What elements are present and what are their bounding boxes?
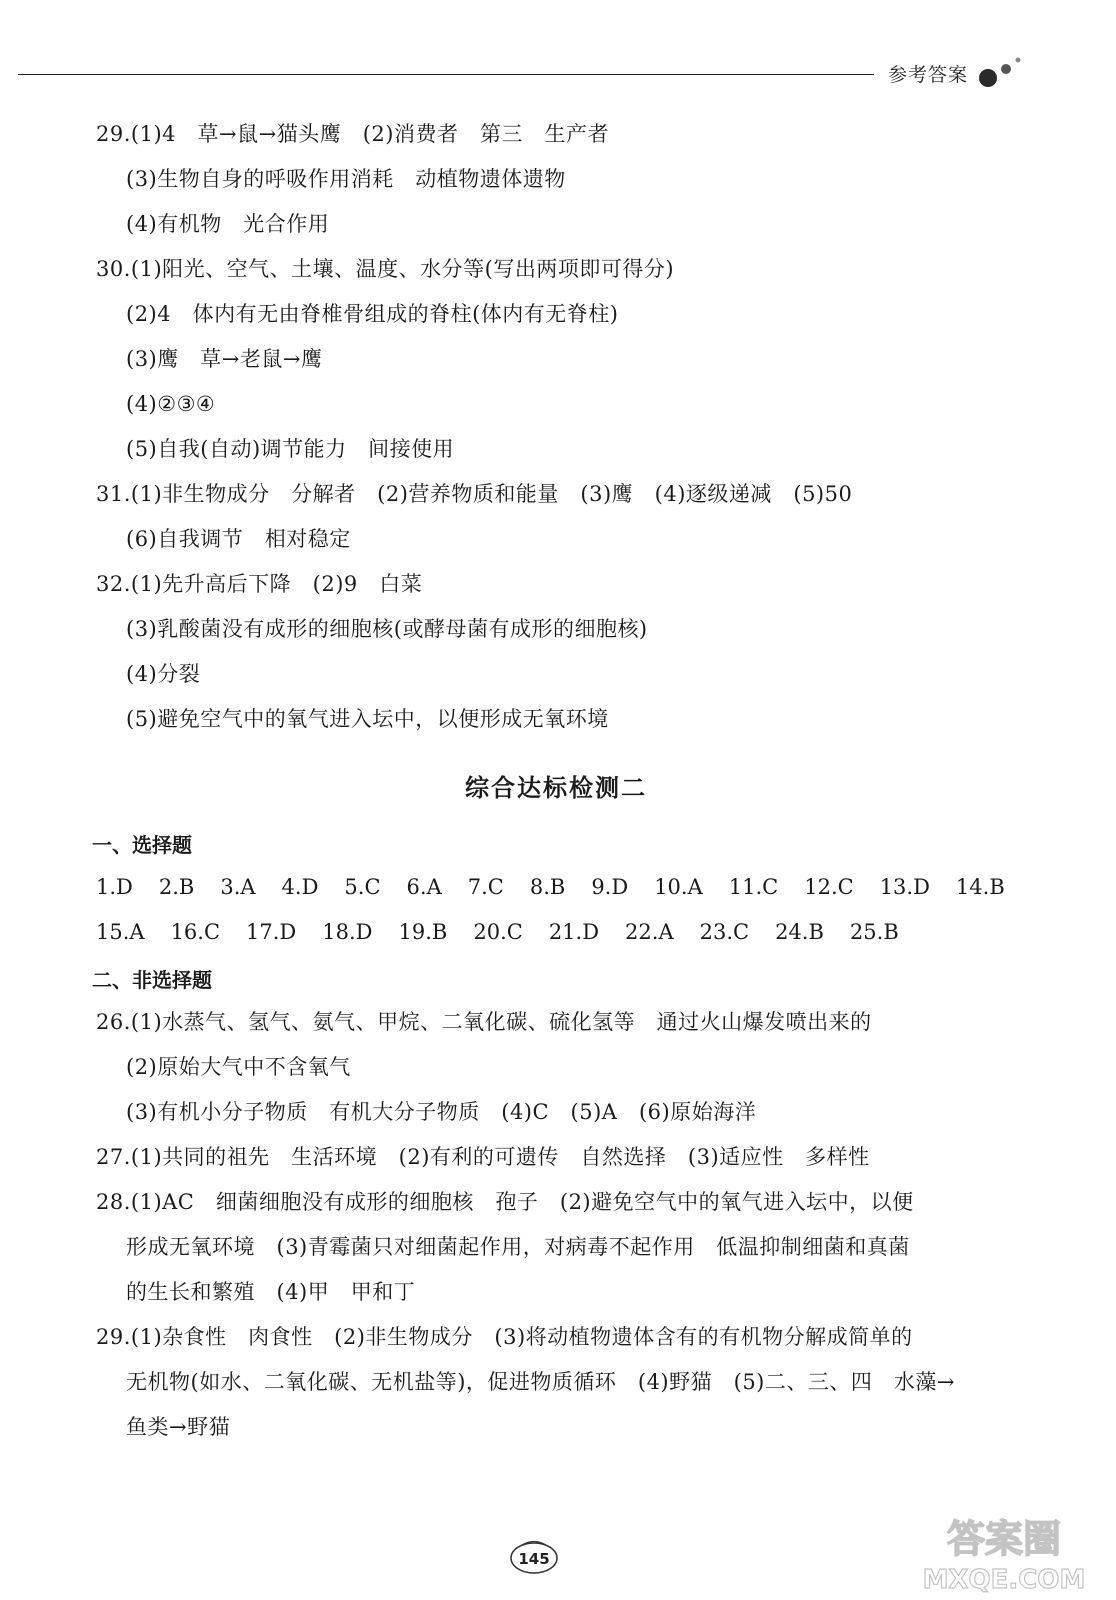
answer-line: (3)乳酸菌没有成形的细胞核(或酵母菌有成形的细胞核) <box>126 617 648 641</box>
choice-answer: 17.D <box>246 920 297 944</box>
answer-line: 26.(1)水蒸气、氢气、氨气、甲烷、二氧化碳、硫化氢等 通过火山爆发喷出来的 <box>96 1010 872 1034</box>
section-title: 综合达标检测二 <box>465 774 647 802</box>
choice-answer: 1.D <box>96 875 133 899</box>
nonchoice-heading: 二、非选择题 <box>92 968 212 992</box>
answer-line: (5)自我(自动)调节能力 间接使用 <box>126 437 455 461</box>
answer-line: (2)4 体内有无由脊椎骨组成的脊柱(体内有无脊柱) <box>126 302 619 326</box>
choice-answer: 23.C <box>699 920 750 944</box>
watermark-top: 答案圈 <box>946 1517 1062 1561</box>
choice-answers <box>96 865 1005 955</box>
choice-answer: 4.D <box>281 875 319 899</box>
choice-answer: 12.C <box>804 875 854 899</box>
choice-answer: 25.B <box>849 920 899 944</box>
answer-line: (2)原始大气中不含氧气 <box>126 1055 351 1079</box>
choice-answer: 18.D <box>322 920 373 944</box>
header-dots-decoration <box>978 52 1028 92</box>
watermark-logo <box>904 1510 1104 1595</box>
choice-answer: 8.B <box>529 875 566 899</box>
choice-answer: 20.C <box>473 920 523 944</box>
answer-line: (3)鹰 草→老鼠→鹰 <box>126 347 323 371</box>
answer-line: (4)②③④ <box>126 392 216 416</box>
answer-line: 32.(1)先升高后下降 (2)9 白菜 <box>96 572 423 596</box>
answer-line: (4)分裂 <box>126 662 201 686</box>
choice-answer: 2.B <box>158 875 195 899</box>
header-label: 参考答案 <box>888 64 969 86</box>
choice-answer: 16.C <box>170 920 221 944</box>
header-rule <box>18 74 874 75</box>
choice-row <box>96 910 976 955</box>
answer-line: 29.(1)杂食性 肉食性 (2)非生物成分 (3)将动植物遗体含有的有机物分解成简单的 <box>96 1325 913 1349</box>
answer-content <box>92 112 1005 1450</box>
choice-row <box>96 865 1005 910</box>
watermark-bottom: MXQE.COM <box>922 1565 1086 1595</box>
choice-answer: 9.D <box>591 875 629 899</box>
choice-answer: 10.A <box>654 875 703 899</box>
answer-line: (3)有机小分子物质 有机大分子物质 (4)C (5)A (6)原始海洋 <box>126 1100 757 1124</box>
part1-answers <box>96 112 976 742</box>
choice-answer: 14.B <box>955 875 1005 899</box>
answer-line: 27.(1)共同的祖先 生活环境 (2)有利的可遗传 自然选择 (3)适应性 多样性 <box>96 1145 870 1169</box>
answer-line: (6)自我调节 相对稳定 <box>126 527 351 551</box>
choice-answer: 15.A <box>96 920 145 944</box>
choice-answer: 19.B <box>398 920 448 944</box>
choice-heading: 一、选择题 <box>92 833 192 857</box>
choice-answer: 7.C <box>467 875 504 899</box>
choice-answer: 3.A <box>220 875 256 899</box>
answer-line: 无机物(如水、二氧化碳、无机盐等)，促进物质循环 (4)野猫 (5)二、三、四 水藻→ <box>126 1370 955 1394</box>
answer-line: 的生长和繁殖 (4)甲 甲和丁 <box>126 1280 416 1304</box>
answer-line: 形成无氧环境 (3)青霉菌只对细菌起作用，对病毒不起作用 低温抑制细菌和真菌 <box>126 1235 910 1259</box>
page-number: 145 <box>518 1550 550 1568</box>
choice-answer: 21.D <box>548 920 600 944</box>
page-number-badge <box>508 1536 560 1576</box>
choice-answer: 11.C <box>728 875 779 899</box>
answer-line: (5)避免空气中的氧气进入坛中，以便形成无氧环境 <box>126 707 609 731</box>
answer-line: (4)有机物 光合作用 <box>126 212 330 236</box>
answer-line: 29.(1)4 草→鼠→猫头鹰 (2)消费者 第三 生产者 <box>96 122 609 146</box>
choice-answer: 24.B <box>775 920 824 944</box>
choice-answer: 13.D <box>879 875 930 899</box>
answer-line: 28.(1)AC 细菌细胞没有成形的细胞核 孢子 (2)避免空气中的氧气进入坛中，以便 <box>96 1190 914 1214</box>
choice-answer: 6.A <box>406 875 442 899</box>
choice-answer: 22.A <box>625 920 674 944</box>
part2-answers <box>96 1000 976 1450</box>
answer-line: (3)生物自身的呼吸作用消耗 动植物遗体遗物 <box>126 167 566 191</box>
answer-line: 鱼类→野猫 <box>126 1415 231 1439</box>
answer-line: 30.(1)阳光、空气、土壤、温度、水分等(写出两项即可得分) <box>96 257 675 281</box>
choice-answer: 5.C <box>344 875 381 899</box>
answer-line: 31.(1)非生物成分 分解者 (2)营养物质和能量 (3)鹰 (4)逐级递减 (5)50 <box>96 482 853 506</box>
